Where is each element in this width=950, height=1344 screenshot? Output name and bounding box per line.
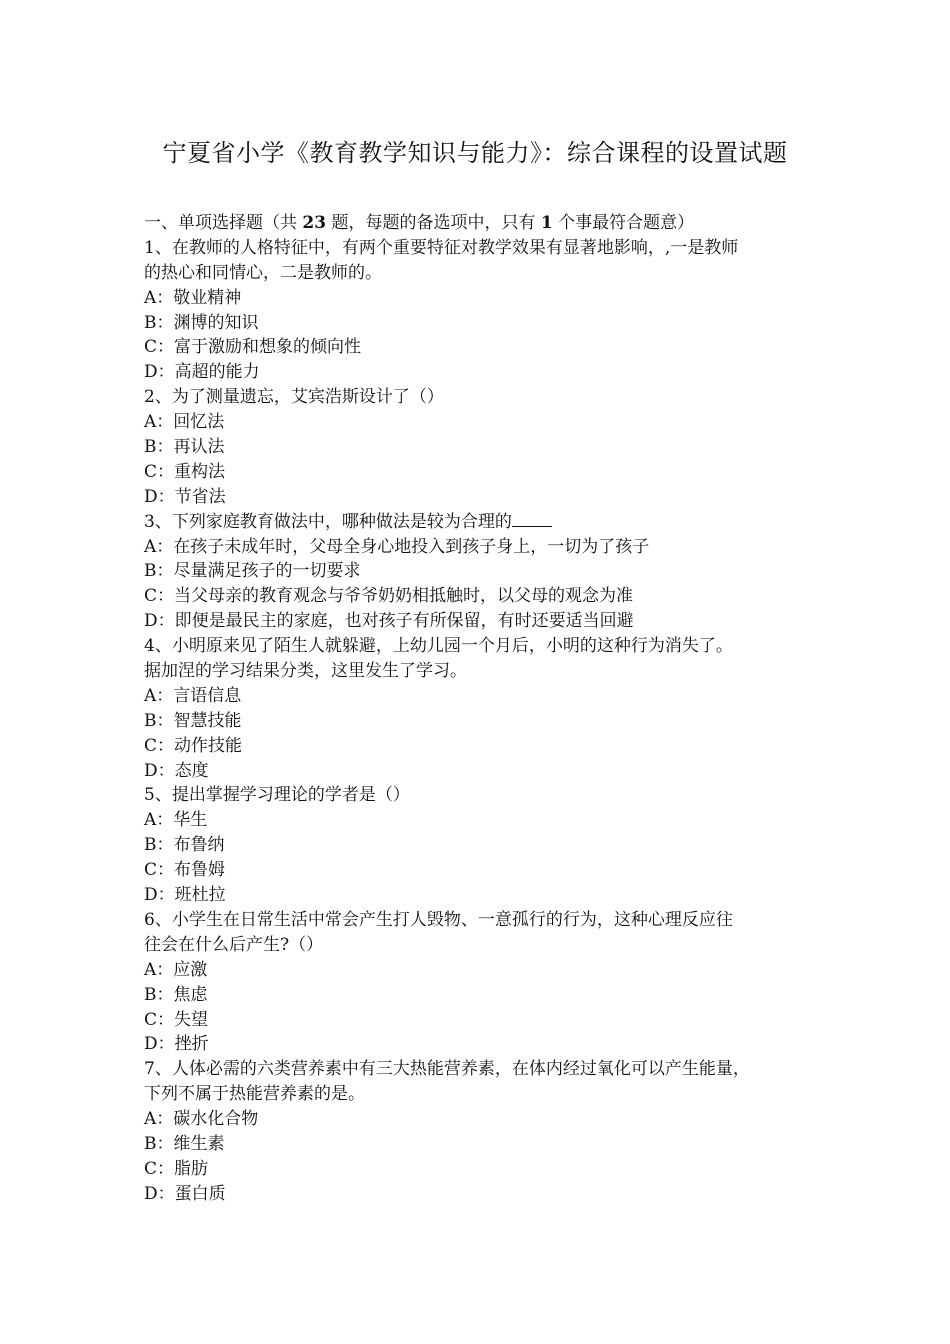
option-b: B：焦虑 bbox=[144, 984, 208, 1005]
option-c: C：脂肪 bbox=[144, 1158, 209, 1179]
answer-blank bbox=[512, 510, 552, 527]
section-heading-middle: 题，每题的备选项中，只有 bbox=[326, 213, 541, 233]
question-text: 下列不属于热能营养素的是。 bbox=[144, 1084, 365, 1105]
option-c: C：当父母亲的教育观念与爷爷奶奶相抵触时，以父母的观念为准 bbox=[144, 586, 634, 607]
option-c: C：动作技能 bbox=[144, 735, 243, 756]
question-text: 2、为了测量遗忘，艾宾浩斯设计了（） bbox=[144, 387, 444, 408]
question-7 bbox=[144, 1057, 814, 1206]
question-text: 5、提出掌握学习理论的学者是（） bbox=[144, 785, 410, 806]
option-c: C：布鲁姆 bbox=[144, 860, 226, 881]
question-text-line bbox=[144, 510, 814, 535]
option-d: D：挫折 bbox=[144, 1034, 209, 1055]
question-text: 4、小明原来见了陌生人就躲避，上幼儿园一个月后，小明的这种行为消失了。 bbox=[144, 636, 733, 657]
question-3 bbox=[144, 510, 814, 634]
option-b: B：渊博的知识 bbox=[144, 312, 259, 333]
option-d: D：高超的能力 bbox=[144, 362, 260, 383]
option-a: A：言语信息 bbox=[144, 685, 242, 706]
section-heading-prefix: 一、单项选择题（共 bbox=[144, 213, 303, 233]
section-heading-suffix: 个事最符合题意） bbox=[552, 213, 695, 233]
question-text: 6、小学生在日常生活中常会产生打人毁物、一意孤行的行为，这种心理反应往 bbox=[144, 909, 733, 930]
question-text: 7、人体必需的六类营养素中有三大热能营养素，在体内经过氧化可以产生能量， bbox=[144, 1059, 750, 1080]
option-d: D：即便是最民主的家庭，也对孩子有所保留，有时还要适当回避 bbox=[144, 611, 634, 632]
option-d: D：班杜拉 bbox=[144, 885, 226, 906]
question-text: 1、在教师的人格特征中，有两个重要特征对教学效果有显著地影响，,一是教师 bbox=[144, 237, 739, 258]
option-a: A：华生 bbox=[144, 810, 208, 831]
option-b: B：再认法 bbox=[144, 437, 225, 458]
option-b: B：智慧技能 bbox=[144, 710, 242, 731]
document-title: 宁夏省小学《教育教学知识与能力》：综合课程的设置试题 bbox=[162, 139, 788, 167]
option-a: A：回忆法 bbox=[144, 412, 225, 433]
question-6 bbox=[144, 908, 814, 1057]
question-text: 往会在什么后产生?（） bbox=[144, 934, 324, 955]
option-d: D：态度 bbox=[144, 760, 209, 781]
question-2 bbox=[144, 385, 814, 509]
option-a: A：碳水化合物 bbox=[144, 1109, 259, 1130]
option-a: A：敬业精神 bbox=[144, 287, 242, 308]
option-b: B：维生素 bbox=[144, 1133, 225, 1154]
option-c: C：富于激励和想象的倾向性 bbox=[144, 337, 362, 358]
question-text: 3、下列家庭教育做法中，哪种做法是较为合理的 bbox=[144, 511, 512, 532]
option-c: C：重构法 bbox=[144, 461, 226, 482]
question-text: 据加涅的学习结果分类，这里发生了学习。 bbox=[144, 661, 467, 682]
option-b: B：布鲁纳 bbox=[144, 835, 225, 856]
question-5 bbox=[144, 783, 814, 907]
question-1 bbox=[144, 236, 814, 385]
option-a: A：在孩子未成年时，父母全身心地投入到孩子身上，一切为了孩子 bbox=[144, 536, 650, 557]
option-d: D：蛋白质 bbox=[144, 1183, 226, 1204]
question-4 bbox=[144, 634, 814, 783]
option-b: B：尽量满足孩子的一切要求 bbox=[144, 561, 361, 582]
option-d: D：节省法 bbox=[144, 486, 226, 507]
question-count: 23 bbox=[302, 213, 327, 233]
section-heading bbox=[144, 211, 814, 236]
question-text: 的热心和同情心，二是教师的。 bbox=[144, 262, 382, 283]
document-body bbox=[144, 211, 814, 1207]
option-c: C：失望 bbox=[144, 1009, 209, 1030]
option-a: A：应激 bbox=[144, 959, 208, 980]
answer-count: 1 bbox=[540, 213, 553, 233]
